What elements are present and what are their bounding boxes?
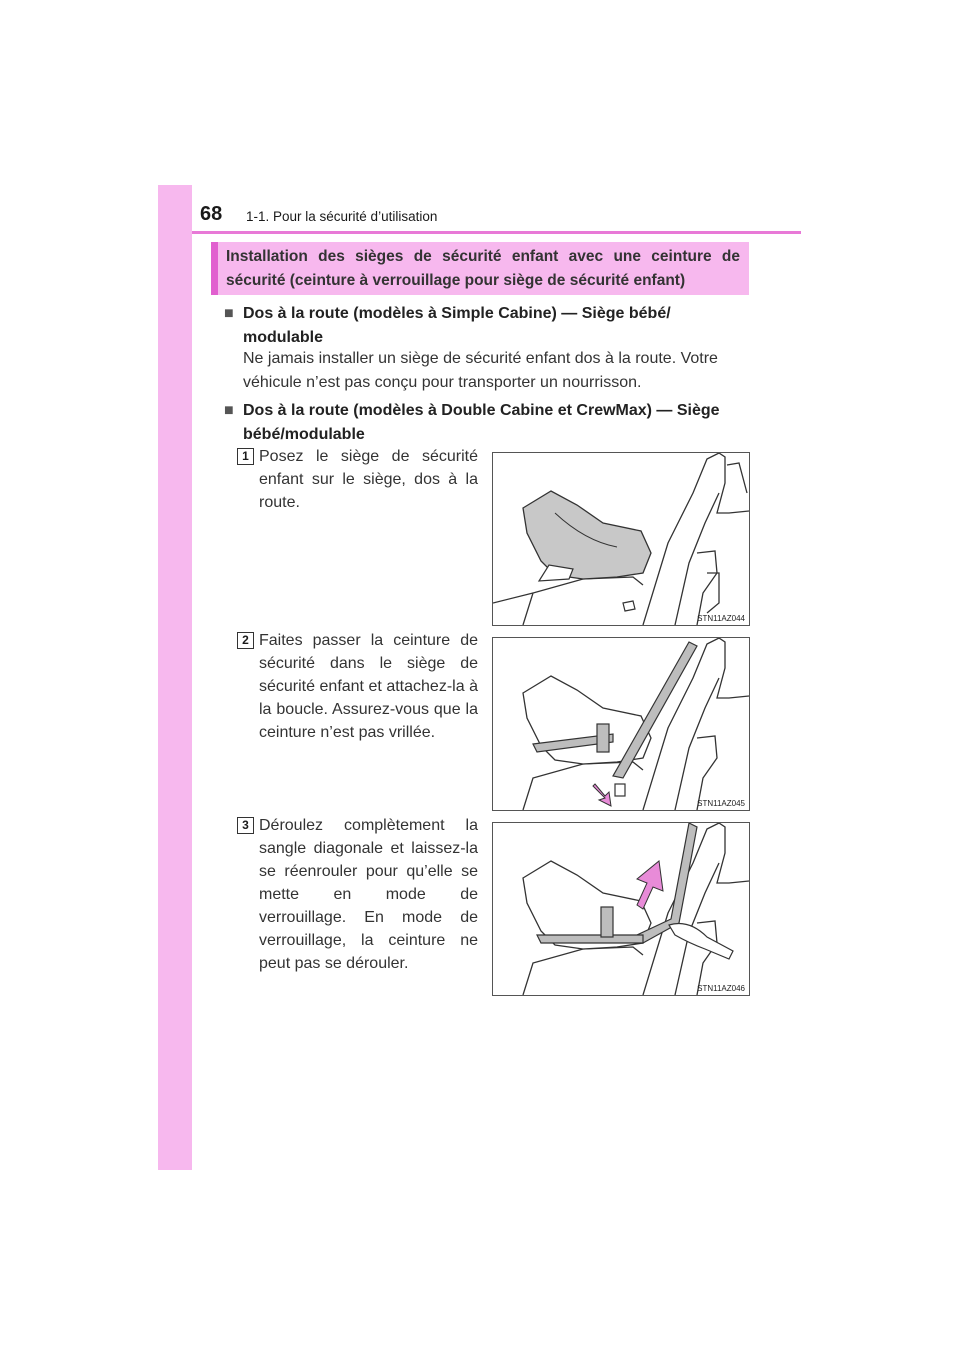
step-number-badge: 2 xyxy=(237,632,254,649)
step-number-badge: 3 xyxy=(237,817,254,834)
step-3-text: Déroulez complètement la sangle diagonale et laissez-la se réenrouler pour qu’elle se mette en mode de verrouillage. En mode de verrouillage, la ceinture ne peut pas se dérouler. xyxy=(259,817,478,972)
figure-step-1 xyxy=(492,452,750,626)
figure-code: STN11AZ044 xyxy=(697,614,745,623)
step-2-text: Faites passer la ceinture de sécurité dans le siège de sécurité enfant et attachez-la à la boucle. Assurez-vous que la ceinture n’est pas vrillée. xyxy=(259,632,478,741)
step-1-text: Posez le siège de sécurité enfant sur le siège, dos à la route. xyxy=(259,448,478,511)
section-heading-double-cabine: Dos à la route (modèles à Double Cabine et CrewMax) — Siège bébé/modulable xyxy=(243,402,720,443)
seatbelt-routing-illustration xyxy=(493,638,749,810)
side-tab xyxy=(158,185,192,1170)
figure-code: STN11AZ046 xyxy=(697,984,745,993)
callout-title: Installation des sièges de sécurité enfant avec une ceinture de sécurité (ceinture à verrouillage pour siège de sécurité enfant) xyxy=(226,248,740,289)
page-number: 68 xyxy=(200,203,223,225)
header-rule xyxy=(192,231,801,234)
step-number-badge: 1 xyxy=(237,448,254,465)
section-body-simple-cabine: Ne jamais installer un siège de sécurité enfant dos à la route. Votre véhicule n’est pas conçu pour transporter un nourrisson. xyxy=(243,350,718,391)
bullet-icon: ■ xyxy=(224,402,234,419)
child-seat-illustration xyxy=(493,453,749,625)
section-title: 1-1. Pour la sécurité d’utilisation xyxy=(246,209,438,224)
section-heading-simple-cabine: Dos à la route (modèles à Simple Cabine) — Siège bébé/ modulable xyxy=(243,305,671,346)
bullet-icon: ■ xyxy=(224,305,234,322)
callout-box xyxy=(211,242,749,295)
figure-step-2 xyxy=(492,637,750,811)
figure-code: STN11AZ045 xyxy=(697,799,745,808)
callout-accent-bar xyxy=(211,242,218,295)
belt-lock-illustration xyxy=(493,823,749,995)
figure-step-3 xyxy=(492,822,750,996)
